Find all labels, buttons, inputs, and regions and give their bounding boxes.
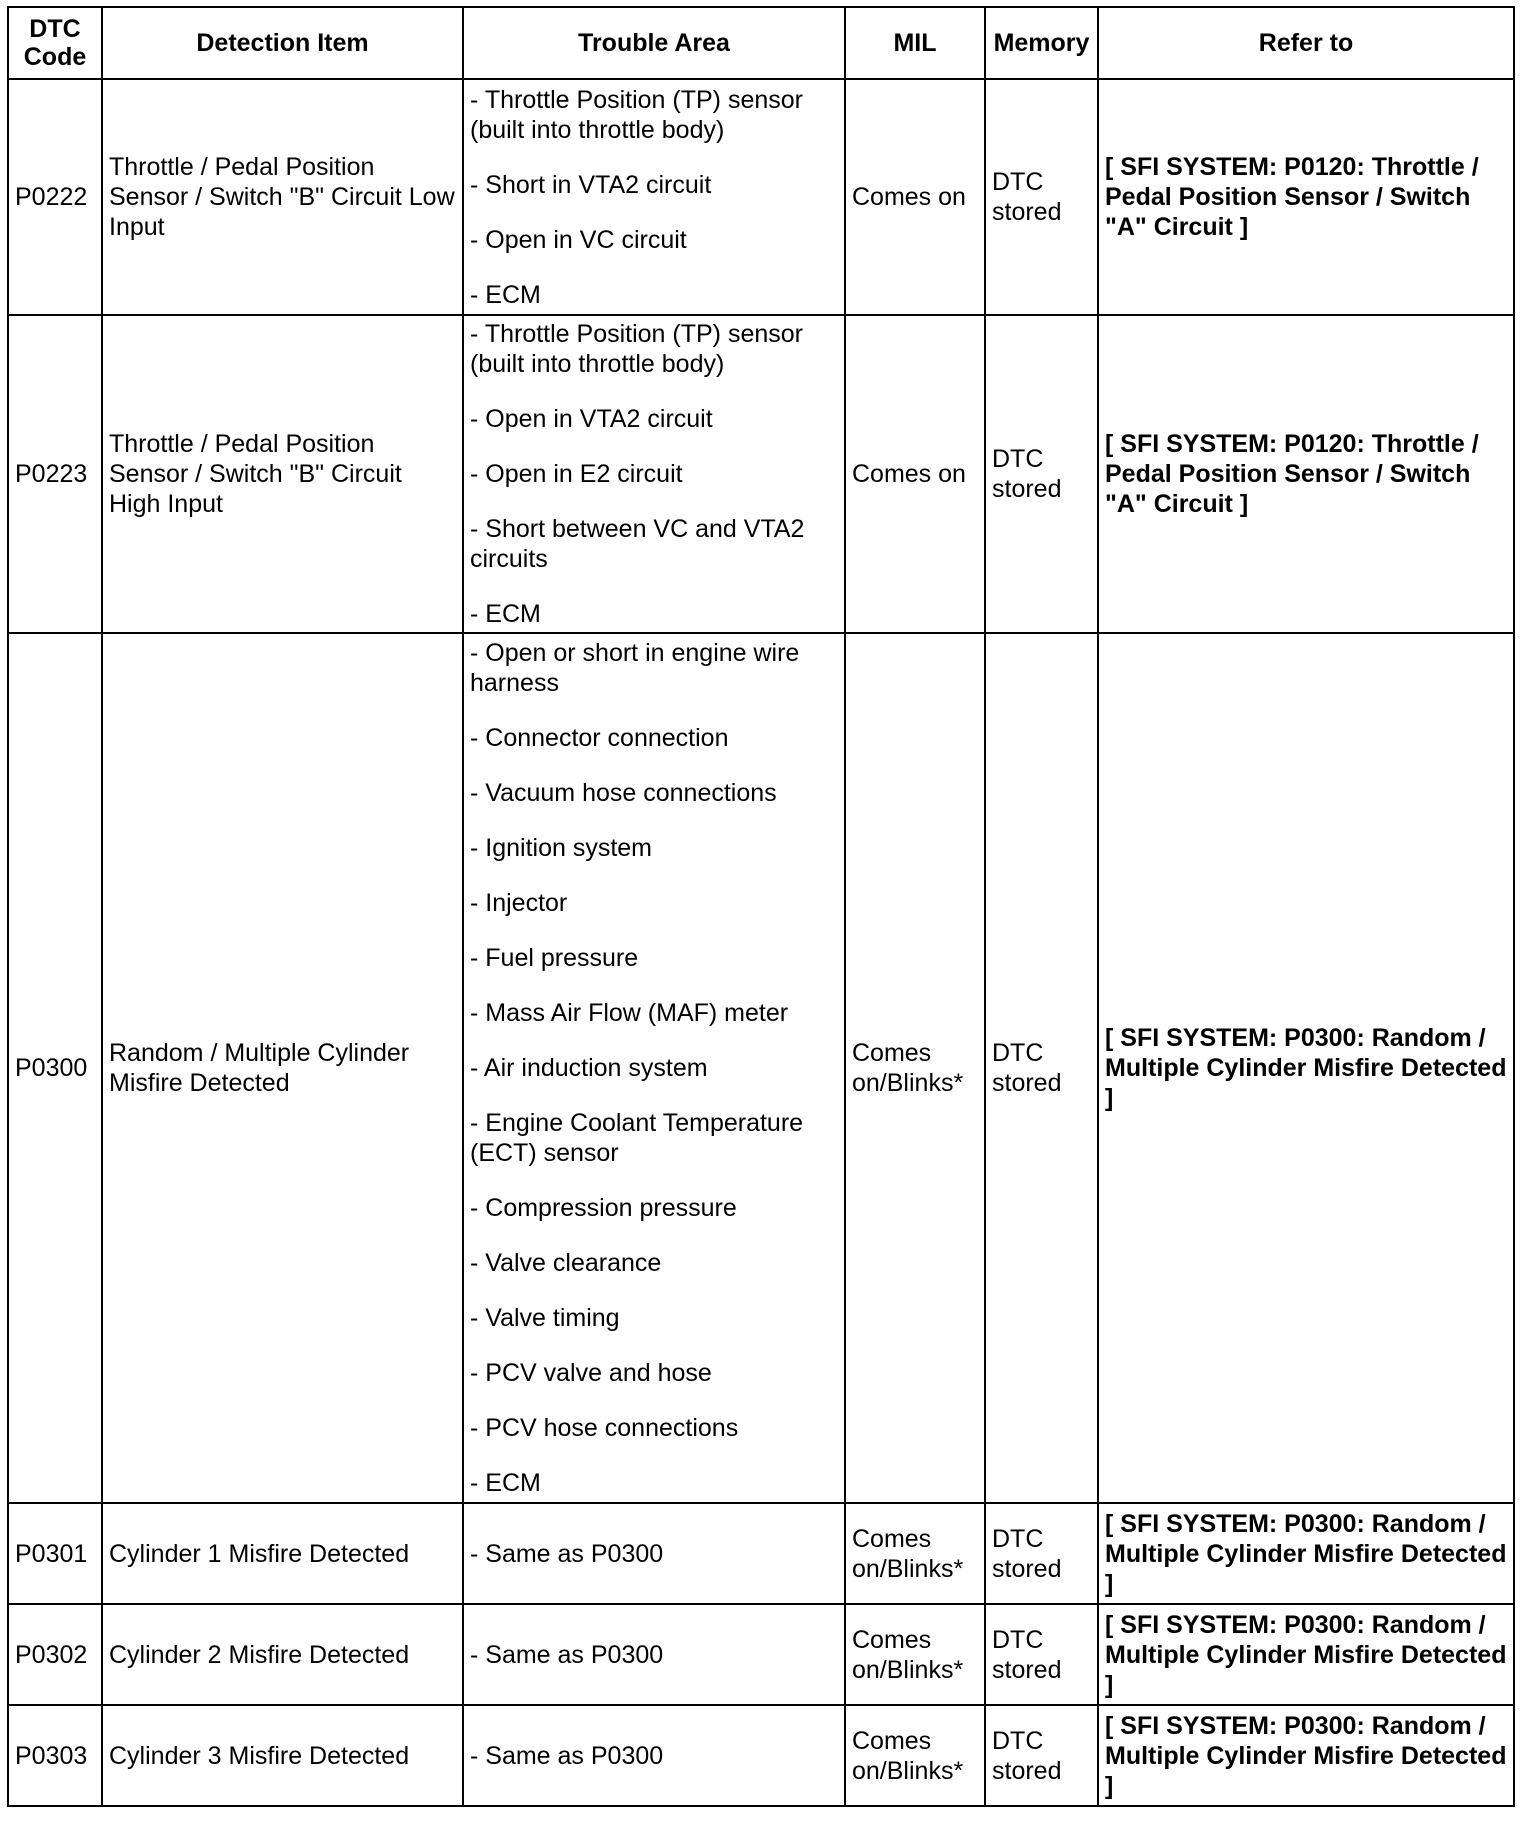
detection-item: Throttle / Pedal Position Sensor / Switch "B" Circuit Low Input <box>102 79 463 315</box>
trouble-item: - Throttle Position (TP) sensor (built into throttle body) <box>470 320 803 378</box>
trouble-item: - ECM <box>470 1469 541 1497</box>
trouble-area <box>463 79 845 315</box>
trouble-item: - Valve timing <box>470 1304 620 1332</box>
mil-status: Comes on/Blinks* <box>845 1604 985 1705</box>
detection-item: Cylinder 2 Misfire Detected <box>102 1604 463 1705</box>
trouble-item: - PCV hose connections <box>470 1414 739 1442</box>
trouble-item: - Same as P0300 <box>470 1640 664 1669</box>
trouble-item: - Engine Coolant Temperature (ECT) sensor <box>470 1109 804 1167</box>
memory-status: DTC stored <box>985 79 1098 315</box>
dtc-code: P0222 <box>8 79 102 315</box>
memory-status: DTC stored <box>985 315 1098 633</box>
trouble-area <box>463 1503 845 1604</box>
trouble-area <box>463 1705 845 1806</box>
trouble-item: - Vacuum hose connections <box>470 779 777 807</box>
memory-status: DTC stored <box>985 1705 1098 1806</box>
header-mil: MIL <box>845 7 985 79</box>
trouble-item: - Throttle Position (TP) sensor (built into throttle body) <box>470 85 803 144</box>
header-row <box>8 7 1514 79</box>
trouble-item: - Open in VTA2 circuit <box>470 405 713 433</box>
trouble-item: - ECM <box>470 600 541 628</box>
trouble-item: - Injector <box>470 889 568 917</box>
dtc-code: P0303 <box>8 1705 102 1806</box>
mil-status: Comes on/Blinks* <box>845 1503 985 1604</box>
table-row <box>8 79 1514 315</box>
table-row <box>8 633 1514 1503</box>
memory-status: DTC stored <box>985 1503 1098 1604</box>
table-row <box>8 315 1514 633</box>
detection-item: Random / Multiple Cylinder Misfire Detected <box>102 633 463 1503</box>
mil-status: Comes on/Blinks* <box>845 1705 985 1806</box>
memory-status: DTC stored <box>985 1604 1098 1705</box>
mil-status: Comes on/Blinks* <box>845 633 985 1503</box>
trouble-item: - PCV valve and hose <box>470 1359 712 1387</box>
detection-item: Cylinder 3 Misfire Detected <box>102 1705 463 1806</box>
trouble-item: - Compression pressure <box>470 1194 737 1222</box>
table-row <box>8 1503 1514 1604</box>
trouble-item: - Open in VC circuit <box>470 225 687 254</box>
trouble-item: - Air induction system <box>470 1054 708 1082</box>
header-dtc-code <box>8 7 102 79</box>
header-trouble-area: Trouble Area <box>463 7 845 79</box>
header-dtc-code-line1: DTC <box>29 15 81 43</box>
detection-item: Cylinder 1 Misfire Detected <box>102 1503 463 1604</box>
trouble-item: - ECM <box>470 280 541 309</box>
header-dtc-code-line2: Code <box>23 43 87 71</box>
trouble-item: - Short in VTA2 circuit <box>470 170 712 199</box>
detection-item: Throttle / Pedal Position Sensor / Switch "B" Circuit High Input <box>102 315 463 633</box>
dtc-code: P0300 <box>8 633 102 1503</box>
refer-to-link[interactable]: [ SFI SYSTEM: P0300: Random / Multiple Cylinder Misfire Detected ] <box>1098 1503 1514 1604</box>
trouble-item: - Connector connection <box>470 724 729 752</box>
table-row <box>8 1604 1514 1705</box>
mil-status: Comes on <box>845 79 985 315</box>
refer-to-link[interactable]: [ SFI SYSTEM: P0120: Throttle / Pedal Position Sensor / Switch "A" Circuit ] <box>1098 315 1514 633</box>
trouble-area <box>463 315 845 633</box>
mil-status: Comes on <box>845 315 985 633</box>
dtc-code: P0302 <box>8 1604 102 1705</box>
dtc-table <box>7 6 1515 1807</box>
refer-to-link[interactable]: [ SFI SYSTEM: P0120: Throttle / Pedal Position Sensor / Switch "A" Circuit ] <box>1098 79 1514 315</box>
trouble-item: - Same as P0300 <box>470 1741 664 1770</box>
trouble-item: - Short between VC and VTA2 circuits <box>470 515 805 573</box>
refer-to-link[interactable]: [ SFI SYSTEM: P0300: Random / Multiple Cylinder Misfire Detected ] <box>1098 1604 1514 1705</box>
trouble-item: - Ignition system <box>470 834 653 862</box>
trouble-item: - Open in E2 circuit <box>470 460 683 488</box>
trouble-item: - Valve clearance <box>470 1249 662 1277</box>
header-memory: Memory <box>985 7 1098 79</box>
refer-to-link[interactable]: [ SFI SYSTEM: P0300: Random / Multiple Cylinder Misfire Detected ] <box>1098 633 1514 1503</box>
table-row <box>8 1705 1514 1806</box>
dtc-code: P0301 <box>8 1503 102 1604</box>
trouble-item: - Fuel pressure <box>470 944 639 972</box>
refer-to-link[interactable]: [ SFI SYSTEM: P0300: Random / Multiple Cylinder Misfire Detected ] <box>1098 1705 1514 1806</box>
trouble-item: - Same as P0300 <box>470 1539 664 1568</box>
header-detection-item: Detection Item <box>102 7 463 79</box>
trouble-area <box>463 633 845 1503</box>
trouble-item: - Open or short in engine wire harness <box>470 639 800 697</box>
header-refer-to: Refer to <box>1098 7 1514 79</box>
trouble-area <box>463 1604 845 1705</box>
memory-status: DTC stored <box>985 633 1098 1503</box>
dtc-code: P0223 <box>8 315 102 633</box>
trouble-item: - Mass Air Flow (MAF) meter <box>470 999 789 1027</box>
